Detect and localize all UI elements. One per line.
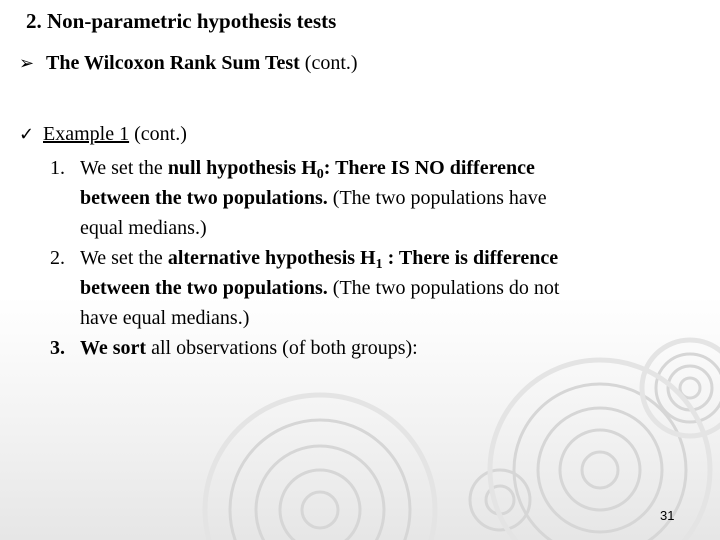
checkmark-icon: ✓ bbox=[19, 124, 35, 145]
list-number: 2. bbox=[50, 247, 65, 269]
list-item-line: We sort all observations (of both groups): bbox=[80, 337, 418, 359]
list-number: 1. bbox=[50, 157, 65, 179]
list-item-3 bbox=[50, 333, 559, 363]
example-suffix: (cont.) bbox=[134, 123, 187, 145]
subtitle-normal-text: (cont.) bbox=[304, 52, 358, 74]
list-item-line: between the two populations. (The two populations do not bbox=[80, 277, 560, 299]
arrow-bullet-icon: ➢ bbox=[19, 53, 35, 74]
list-item-line: between the two populations. (The two populations have bbox=[80, 187, 547, 209]
list-item-2 bbox=[50, 243, 559, 333]
list-item-line: We set the alternative hypothesis $H_1$ : There is difference bbox=[80, 247, 559, 272]
list-item-line: We set the null hypothesis $H_0$: There IS NO difference bbox=[80, 157, 535, 182]
page-number: 31 bbox=[660, 508, 675, 523]
slide-title: 2. Non-parametric hypothesis tests bbox=[26, 9, 337, 33]
example-bullet bbox=[19, 123, 187, 146]
list-item-1 bbox=[50, 153, 559, 243]
list-number: 3. bbox=[50, 337, 65, 359]
list-item-line: have equal medians.) bbox=[80, 307, 250, 329]
subtitle-bold-text: The Wilcoxon Rank Sum Test bbox=[46, 52, 300, 74]
numbered-list bbox=[50, 153, 559, 363]
list-item-line: equal medians.) bbox=[80, 217, 207, 239]
subtitle-bullet bbox=[19, 52, 358, 75]
example-label: Example 1 bbox=[43, 123, 130, 145]
